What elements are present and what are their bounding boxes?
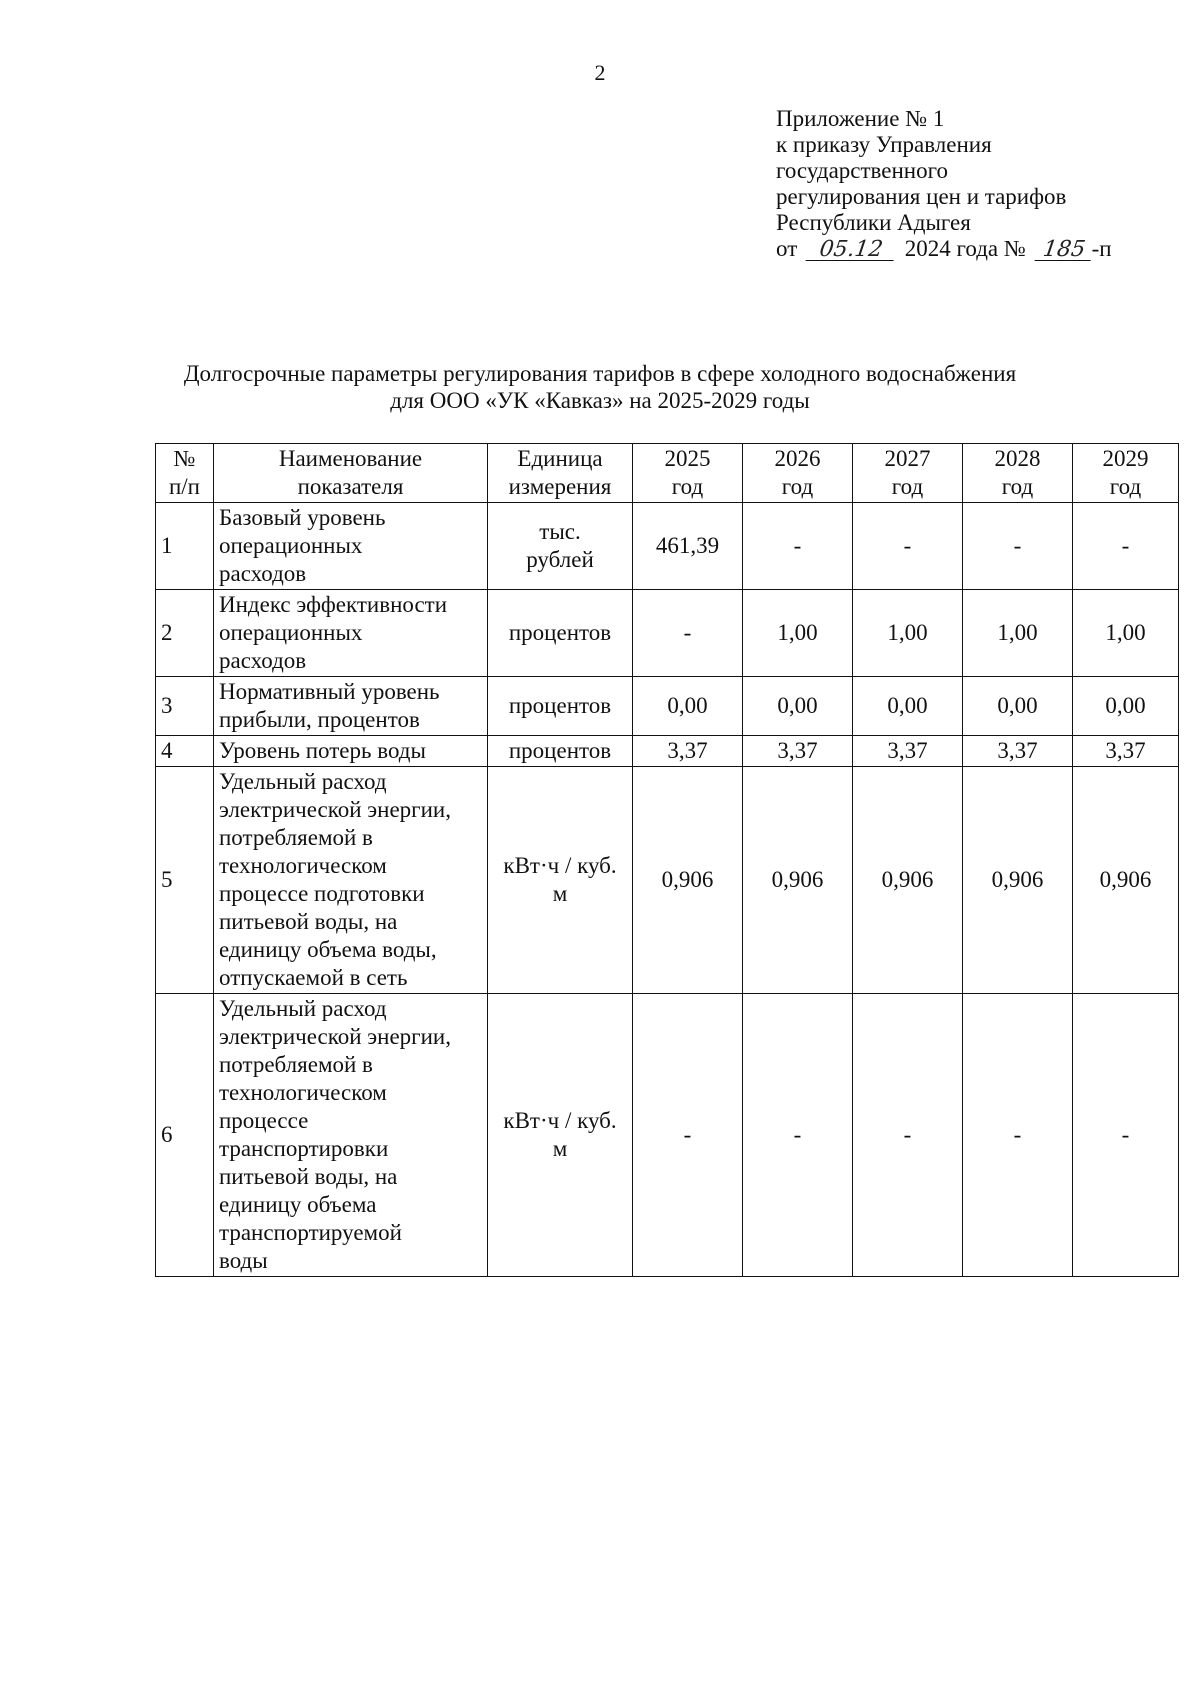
indicator-name: Уровень потерь воды <box>214 736 488 767</box>
value-2025: 0,00 <box>633 677 743 736</box>
order-prefix: от <box>776 236 798 261</box>
unit-cell: процентов <box>488 736 633 767</box>
handwritten-date: 05.12 <box>806 240 897 261</box>
value-2026: - <box>743 994 853 1277</box>
value-2027: - <box>853 994 963 1277</box>
value-2025: 461,39 <box>633 503 743 590</box>
order-middle: 2024 года № <box>904 236 1026 261</box>
value-2029: 0,906 <box>1073 767 1179 994</box>
header-row <box>156 444 1179 503</box>
unit-cell: процентов <box>488 677 633 736</box>
appendix-line: регулирования цен и тарифов <box>776 184 1067 209</box>
value-2029: 1,00 <box>1073 590 1179 677</box>
value-2027: - <box>853 503 963 590</box>
indicator-name: Нормативный уровень прибыли, процентов <box>214 677 488 736</box>
table-row <box>156 677 1179 736</box>
value-2029: 0,00 <box>1073 677 1179 736</box>
header-2026: 2026 год <box>743 444 853 503</box>
value-2026: 1,00 <box>743 590 853 677</box>
handwritten-order-number: 185 <box>1034 240 1093 261</box>
page-number: 2 <box>594 60 606 85</box>
indicator-name: Удельный расход электрической энергии, потребляемой в технологическом процессе подготовки питьевой воды, на единицу объема воды, отпускаемой в сеть <box>214 767 488 994</box>
value-2027: 0,00 <box>853 677 963 736</box>
table-row <box>156 503 1179 590</box>
appendix-line: Республики Адыгея <box>776 210 971 235</box>
unit-cell: процентов <box>488 590 633 677</box>
unit-cell: кВт·ч / куб. м <box>488 994 633 1277</box>
header-unit: Единица измерения <box>488 444 633 503</box>
value-2025: 0,906 <box>633 767 743 994</box>
row-number: 2 <box>156 590 214 677</box>
value-2026: 3,37 <box>743 736 853 767</box>
value-2029: - <box>1073 503 1179 590</box>
value-2026: - <box>743 503 853 590</box>
appendix-line: к приказу Управления <box>776 132 992 157</box>
document-title <box>60 360 1140 414</box>
indicator-name: Индекс эффективности операционных расходов <box>214 590 488 677</box>
value-2026: 0,906 <box>743 767 853 994</box>
row-number: 5 <box>156 767 214 994</box>
unit-cell: кВт·ч / куб. м <box>488 767 633 994</box>
indicator-name: Базовый уровень операционных расходов <box>214 503 488 590</box>
table-row <box>156 767 1179 994</box>
unit-cell: тыс. рублей <box>488 503 633 590</box>
value-2027: 0,906 <box>853 767 963 994</box>
title-line-2: для ООО «УК «Кавказ» на 2025-2029 годы <box>390 388 810 413</box>
header-2029: 2029 год <box>1073 444 1179 503</box>
table-row <box>156 994 1179 1277</box>
row-number: 1 <box>156 503 214 590</box>
row-number: 3 <box>156 677 214 736</box>
value-2026: 0,00 <box>743 677 853 736</box>
appendix-block <box>776 106 1176 262</box>
value-2025: 3,37 <box>633 736 743 767</box>
table-row <box>156 736 1179 767</box>
appendix-line: Приложение № 1 <box>776 106 945 131</box>
value-2029: - <box>1073 994 1179 1277</box>
value-2028: 0,906 <box>963 767 1073 994</box>
table-row <box>156 590 1179 677</box>
value-2025: - <box>633 994 743 1277</box>
row-number: 4 <box>156 736 214 767</box>
value-2028: - <box>963 994 1073 1277</box>
appendix-order-line <box>776 236 1176 262</box>
indicator-name: Удельный расход электрической энергии, потребляемой в технологическом процессе транспортировки питьевой воды, на единицу объема транспортируемой воды <box>214 994 488 1277</box>
header-2028: 2028 год <box>963 444 1073 503</box>
header-2027: 2027 год <box>853 444 963 503</box>
value-2027: 3,37 <box>853 736 963 767</box>
order-suffix: -п <box>1091 236 1112 261</box>
appendix-line: государственного <box>776 158 948 183</box>
title-line-1: Долгосрочные параметры регулирования тарифов в сфере холодного водоснабжения <box>183 361 1017 386</box>
row-number: 6 <box>156 994 214 1277</box>
value-2028: - <box>963 503 1073 590</box>
value-2028: 0,00 <box>963 677 1073 736</box>
parameters-table <box>155 443 1179 1277</box>
header-2025: 2025 год <box>633 444 743 503</box>
value-2028: 3,37 <box>963 736 1073 767</box>
header-name: Наименование показателя <box>214 444 488 503</box>
value-2028: 1,00 <box>963 590 1073 677</box>
value-2025: - <box>633 590 743 677</box>
value-2027: 1,00 <box>853 590 963 677</box>
value-2029: 3,37 <box>1073 736 1179 767</box>
header-num: № п/п <box>156 444 214 503</box>
